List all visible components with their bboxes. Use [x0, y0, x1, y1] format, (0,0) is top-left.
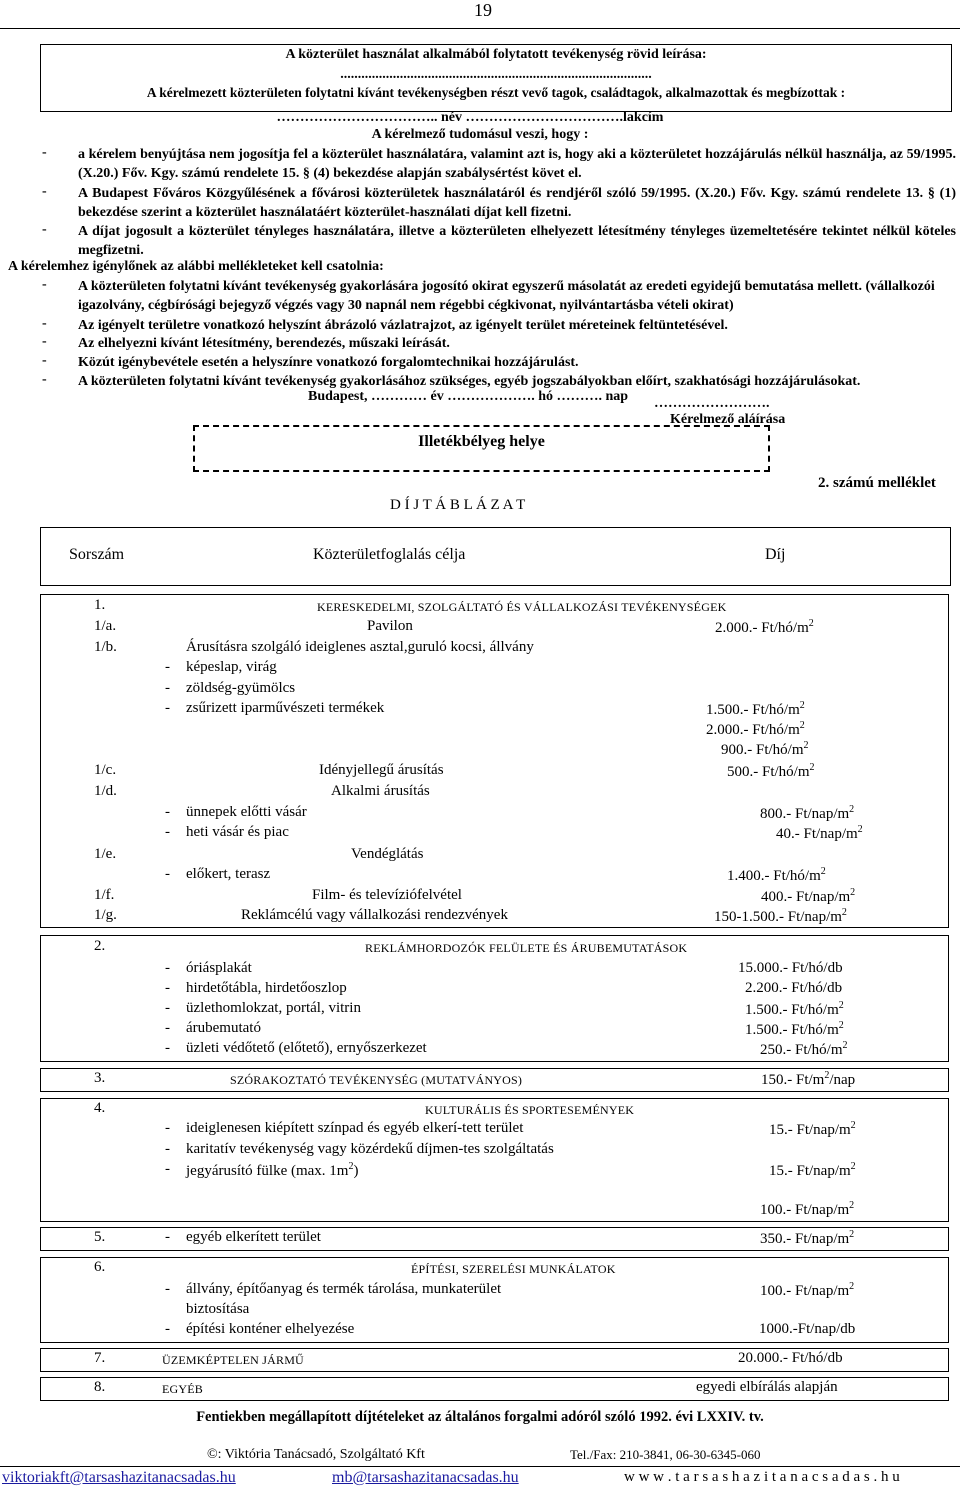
bullet: - — [165, 824, 170, 840]
bullet: - — [42, 353, 47, 368]
attachment-item-2: Az igényelt területre vonatkozó helyszínt ábrázoló vázlatrajzot, az igényelt terület méreteinek feltüntetésével. — [78, 318, 728, 333]
group-title: SZÓRAKOZTATÓ TEVÉKENYSÉG (MUTATVÁNYOS) — [230, 1073, 523, 1087]
bullet: - — [42, 145, 47, 160]
group-title: KULTURÁLIS ÉS SPORTESEMÉNYEK — [425, 1103, 635, 1117]
annex-label: 2. számú melléklet — [818, 475, 936, 491]
bullet: - — [165, 980, 170, 996]
fee-group-8 — [40, 1377, 949, 1401]
bullet: - — [42, 184, 47, 199]
row-fee — [776, 824, 863, 843]
bullet: - — [165, 1141, 170, 1157]
fee-value: 100.- Ft/nap/m — [760, 1283, 850, 1299]
fee-value: 400.- Ft/nap/m — [761, 889, 851, 905]
bullet: - — [165, 700, 170, 716]
activity-description-label: A közterület használat alkalmából folytatott tevékenység rövid leírása: — [285, 47, 707, 62]
row-text-main: jegyárusító fülke (max. 1m — [186, 1163, 349, 1179]
row-fee: 1000.-Ft/nap/db — [759, 1321, 856, 1337]
row-fee — [706, 720, 805, 739]
attachment-item-1: A közterületen folytatni kívánt tevékenység gyakorlására jogosító okirat egyszerű másolatát az eredeti egyidejű bemutatása mellett. (vállalkozói igazolvány, cégbírósági bejegyző végzés vagy 30 napnál nem régebbi cégkivonat, nyilvántartásba vételi okirat) — [78, 279, 935, 313]
fee-table-header — [40, 527, 951, 586]
row-fee — [760, 1040, 848, 1059]
superscript: 2 — [849, 804, 855, 815]
fee-value: 100.- Ft/nap/m — [760, 1202, 850, 1218]
superscript: 2 — [849, 1200, 855, 1211]
group-title: ÜZEMKÉPTELEN JÁRMŰ — [162, 1353, 304, 1367]
fee-value: 1.500.- Ft/hó/m — [745, 1002, 839, 1018]
fee-value: 15.- Ft/nap/m — [769, 1163, 851, 1179]
bullet: - — [165, 659, 170, 675]
row-fee: 20.000.- Ft/hó/db — [738, 1350, 843, 1366]
attachment-item-4: Közút igénybevétele esetén a helyszínre vonatkozó forgalomtechnikai hozzájárulást. — [78, 355, 579, 370]
row-fee: 15.000.- Ft/hó/db — [738, 960, 843, 976]
row-fee — [761, 887, 855, 906]
group-no: 7. — [94, 1350, 106, 1366]
row-fee — [706, 700, 805, 719]
bullet: - — [165, 804, 170, 820]
bullet: - — [165, 1040, 170, 1056]
row-text: állvány, építőanyag és termék tárolása, munkaterület — [186, 1281, 502, 1297]
footer-website[interactable]: w w w . t a r s a s h a z i t a n a c s a d a s . h u — [624, 1469, 900, 1485]
fee-value: 40.- Ft/nap/m — [776, 826, 858, 842]
attachment-item-5: A közterületen folytatni kívánt tevékenység gyakorlásához szükséges, egyéb jogszabályokban előírt, szakhatósági hozzájárulásokat. — [78, 374, 861, 389]
row-fee — [769, 1120, 856, 1139]
bullet: - — [165, 1229, 170, 1245]
activity-description-dots: ......................................................................................... — [340, 67, 652, 82]
row-fee: 2.200.- Ft/hó/db — [745, 980, 843, 996]
group-no: 2. — [94, 938, 106, 954]
row-fee — [745, 1020, 844, 1039]
fee-table-title: D Í J T Á B L Á Z A T — [390, 497, 526, 513]
bullet: - — [165, 1161, 170, 1177]
bullet: - — [42, 277, 47, 292]
superscript: 2 — [803, 740, 809, 751]
fee-value: 2.000.- Ft/hó/m — [715, 620, 809, 636]
superscript: 2 — [824, 1070, 830, 1081]
header-purpose: Közterületfoglalás célja — [313, 546, 466, 563]
fee-value: 250.- Ft/hó/m — [760, 1042, 843, 1058]
footer-rule — [0, 1466, 960, 1467]
row-no: 1/a. — [94, 618, 117, 634]
row-fee — [760, 1200, 854, 1219]
row-text: óriásplakát — [186, 960, 252, 976]
fee-value: 900.- Ft/hó/m — [721, 742, 804, 758]
fee-group-2 — [40, 935, 949, 1062]
bullet: - — [165, 1020, 170, 1036]
row-fee — [769, 1161, 856, 1180]
superscript: 2 — [838, 1020, 844, 1031]
bullet: - — [42, 222, 47, 237]
bullet: - — [42, 334, 47, 349]
row-text: Vendéglátás — [351, 846, 424, 862]
group-title: ÉPÍTÉSI, SZERELÉSI MUNKÁLATOK — [411, 1262, 616, 1276]
superscript: 2 — [850, 1120, 856, 1131]
superscript: 2 — [799, 700, 805, 711]
row-text — [186, 1161, 358, 1180]
fee-value: 150.- Ft/m — [761, 1072, 825, 1088]
signature-dots: ……………………. — [654, 396, 770, 411]
group-no: 3. — [94, 1070, 106, 1086]
footer-phone: Tel./Fax: 210-3841, 06-30-6345-060 — [570, 1447, 761, 1462]
header-fee: Díj — [765, 546, 786, 563]
fee-value: 500.- Ft/hó/m — [727, 764, 810, 780]
row-text: ideiglenesen kiépített színpad és egyéb elkerí-tett terület — [186, 1120, 524, 1136]
row-fee — [714, 907, 847, 926]
fee-value: 150-1.500.- Ft/nap/m — [714, 909, 842, 925]
bullet: - — [165, 680, 170, 696]
row-text: hirdetőtábla, hirdetőoszlop — [186, 980, 347, 996]
group-no: 5. — [94, 1229, 106, 1245]
bullet: - — [165, 960, 170, 976]
row-no: 1/b. — [94, 639, 117, 655]
bullet: - — [42, 316, 47, 331]
signature-label: Kérelmező aláírása — [670, 412, 786, 427]
row-text: karitatív tevékenység vagy közérdekű díjmen-tes szolgáltatás — [186, 1141, 554, 1157]
bullet: - — [42, 372, 47, 387]
group-no: 6. — [94, 1259, 106, 1275]
activity-description-box — [40, 44, 952, 112]
row-fee — [760, 1229, 854, 1248]
superscript: 2 — [348, 1161, 354, 1172]
group-no: 1. — [94, 597, 106, 613]
bullet: - — [165, 1120, 170, 1136]
fee-value: 2.000.- Ft/hó/m — [706, 722, 800, 738]
group-title: egyéb elkerített terület — [186, 1229, 321, 1245]
acknowledge-item-1: a kérelem benyújtása nem jogosítja fel a közterület használatára, valamint azt is, hogy aki a közterületet hozzájárulás nélkül használja, az 59/1995. (X.20.) Főv. Kgy. számú rendelete 15. § (4) bekezdése alapján szabálysértést követ el. — [78, 147, 956, 181]
bullet: - — [165, 1321, 170, 1337]
row-no: 1/f. — [94, 887, 115, 903]
fee-group-7 — [40, 1348, 949, 1372]
superscript: 2 — [838, 1000, 844, 1011]
row-fee — [715, 618, 814, 637]
row-fee — [761, 1070, 855, 1089]
row-no: 1/d. — [94, 783, 117, 799]
superscript: 2 — [849, 1281, 855, 1292]
row-text: Alkalmi árusítás — [331, 783, 430, 799]
footer-email-2[interactable]: mb@tarsashazitanacsadas.hu — [332, 1469, 519, 1486]
bullet: - — [165, 1281, 170, 1297]
row-text: ünnepek előtti vásár — [186, 804, 307, 820]
acknowledge-item-3: A díjat jogosult a közterület tényleges használatára, illetve a közterületen elhelyezett létesítmény tényleges üzemeltetésére tekintet nélkül köteles megfizetni. — [78, 224, 956, 258]
row-text: Idényjellegű árusítás — [319, 762, 444, 778]
superscript: 2 — [820, 866, 826, 877]
header-no: Sorszám — [69, 546, 125, 563]
row-text: Árusításra szolgáló ideiglenes asztal,guruló kocsi, állvány — [186, 639, 534, 655]
superscript: 2 — [799, 720, 805, 731]
superscript: 2 — [808, 618, 814, 629]
acknowledge-item-2: A Budapest Főváros Közgyűlésének a fővárosi közterületek használatáról és rendjéről szóló 59/1995. (X.20.) Főv. Kgy. számú rendelete 13. § (1) bekezdése szerint a közterület használatáért közterület-használati díjat kell fizetni. — [78, 186, 956, 220]
row-fee — [760, 804, 854, 823]
row-text: biztosítása — [186, 1301, 250, 1317]
row-fee — [727, 762, 815, 781]
fee-unit: /nap — [829, 1072, 856, 1088]
row-text: zöldség-gyümölcs — [186, 680, 296, 696]
row-text: Pavilon — [367, 618, 413, 634]
attachments-title: A kérelemhez igénylőnek az alábbi mellékleteket kell csatolnia: — [8, 259, 384, 274]
attachment-item-3: Az elhelyezni kívánt létesítmény, berendezés, műszaki leírását. — [78, 336, 450, 351]
row-fee — [760, 1281, 854, 1300]
fee-value: 1.500.- Ft/hó/m — [706, 702, 800, 718]
row-text: előkert, terasz — [186, 866, 271, 882]
group-title: KERESKEDELMI, SZOLGÁLTATÓ ÉS VÁLLALKOZÁSI TEVÉKENYSÉGEK — [317, 600, 727, 614]
fee-value: 800.- Ft/nap/m — [760, 806, 850, 822]
fee-group-5 — [40, 1227, 949, 1251]
stamp-area — [193, 425, 770, 472]
group-no: 8. — [94, 1379, 106, 1395]
fee-group-4 — [40, 1098, 949, 1222]
name-address-line: …………………………….. név …………………………….lakcím — [276, 110, 664, 125]
fee-value: 1.500.- Ft/hó/m — [745, 1022, 839, 1038]
superscript: 2 — [841, 907, 847, 918]
fee-value: 1.400.- Ft/hó/m — [727, 868, 821, 884]
row-text: Film- és televíziófelvétel — [312, 887, 462, 903]
bullet: - — [165, 1000, 170, 1016]
superscript: 2 — [850, 887, 856, 898]
fee-group-3 — [40, 1068, 949, 1092]
row-text: képeslap, virág — [186, 659, 277, 675]
row-fee: egyedi elbírálás alapján — [696, 1379, 838, 1395]
row-fee — [727, 866, 826, 885]
row-text: zsűrizett iparművészeti termékek — [186, 700, 385, 716]
group-title: REKLÁMHORDOZÓK FELÜLETE ÉS ÁRUBEMUTATÁSOK — [365, 941, 688, 955]
bullet: - — [165, 866, 170, 882]
superscript: 2 — [850, 1161, 856, 1172]
date-line: Budapest, ………… év ………………. hó ………. nap — [308, 389, 629, 404]
group-no: 4. — [94, 1100, 106, 1116]
row-no: 1/e. — [94, 846, 117, 862]
row-text-tail: ) — [353, 1163, 359, 1179]
fee-group-1 — [40, 594, 949, 928]
fee-group-6 — [40, 1257, 949, 1343]
participants-label: A kérelmezett közterületen folytatni kívánt tevékenységben részt vevő tagok, családtagok, alkalmazottak és megbízottak : — [146, 85, 846, 100]
superscript: 2 — [857, 824, 863, 835]
row-fee — [721, 740, 809, 759]
row-no: 1/g. — [94, 907, 117, 923]
stamp-label: Illetékbélyeg helye — [418, 433, 545, 450]
superscript: 2 — [842, 1040, 848, 1051]
row-text: üzleti védőtető (előtető), ernyőszerkezet — [186, 1040, 427, 1056]
row-text: üzlethomlokzat, portál, vitrin — [186, 1000, 361, 1016]
page-number: 19 — [474, 0, 492, 20]
tax-note: Fentiekben megállapított díjtételeket az általános forgalmi adóról szóló 1992. évi LXXIV. tv. — [196, 1409, 764, 1425]
row-no: 1/c. — [94, 762, 117, 778]
superscript: 2 — [809, 762, 815, 773]
fee-value: 15.- Ft/nap/m — [769, 1122, 851, 1138]
group-title: EGYÉB — [162, 1382, 203, 1396]
row-text: árubemutató — [186, 1020, 261, 1036]
row-fee — [745, 1000, 844, 1019]
footer-email-1[interactable]: viktoriakft@tarsashazitanacsadas.hu — [2, 1469, 236, 1486]
footer-copyright: ©: Viktória Tanácsadó, Szolgáltató Kft — [207, 1447, 425, 1462]
row-text: Reklámcélú vagy vállalkozási rendezvények — [241, 907, 508, 923]
superscript: 2 — [849, 1229, 855, 1240]
header-rule — [0, 28, 960, 29]
row-text: heti vásár és piac — [186, 824, 289, 840]
acknowledge-title: A kérelmező tudomásul veszi, hogy : — [371, 127, 589, 142]
row-text: építési konténer elhelyezése — [186, 1321, 355, 1337]
fee-value: 350.- Ft/nap/m — [760, 1231, 850, 1247]
